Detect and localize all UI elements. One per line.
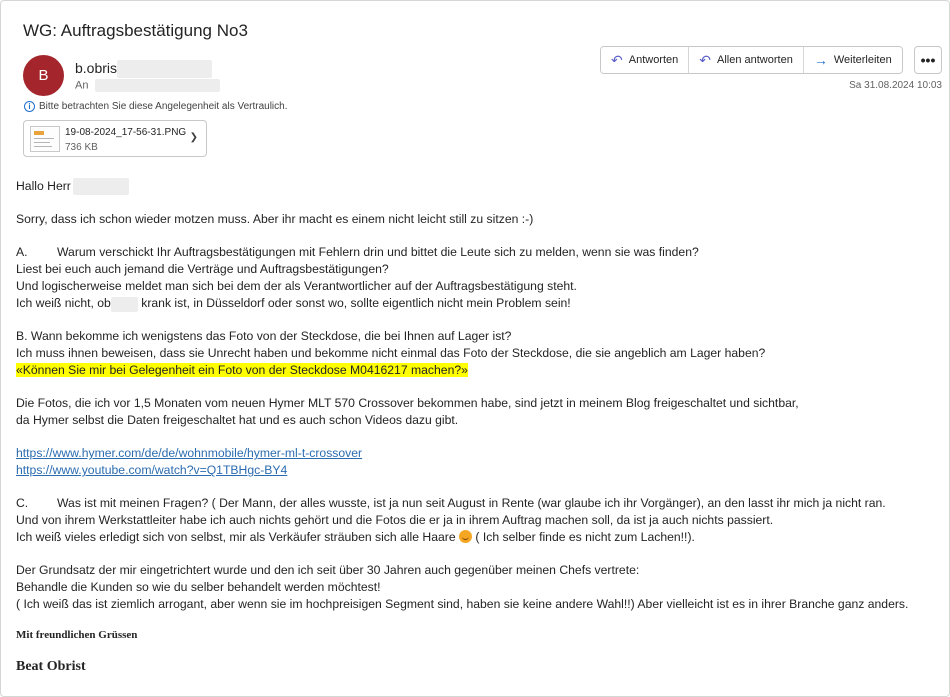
- redacted-person: [111, 297, 138, 312]
- recipient-line[interactable]: [75, 79, 220, 92]
- reply-all-label: Allen antworten: [717, 54, 793, 66]
- redacted-recipient: [95, 79, 220, 92]
- signoff: Mit freundlichen Grüssen: [16, 629, 138, 642]
- redacted-name: [73, 178, 129, 195]
- forward-label: Weiterleiten: [833, 54, 892, 66]
- attachment-card[interactable]: [23, 120, 207, 157]
- reply-all-icon: ↶: [699, 51, 711, 68]
- principle-line2: Behandle die Kunden so wie du selber behandelt werden möchtest!: [16, 580, 381, 595]
- section-a-line1: A. Warum verschickt Ihr Auftragsbestätigungen mit Fehlern drin und bittet die Leute sich zu melden, wenn sie was finden?: [16, 245, 699, 260]
- attachment-size: 736 KB: [65, 142, 98, 153]
- reply-label: Antworten: [628, 54, 679, 66]
- photos-line1: Die Fotos, die ich vor 1,5 Monaten vom neuen Hymer MLT 570 Crossover bekommen habe, sind jetzt in meinem Blog freigeschaltet und sichtbar,: [16, 396, 799, 411]
- confidential-notice: [24, 101, 288, 112]
- sender-name[interactable]: [75, 60, 212, 78]
- info-icon: i: [24, 101, 35, 112]
- chevron-down-icon[interactable]: ❯: [189, 132, 198, 143]
- signature-name: Beat Obrist: [16, 659, 86, 675]
- confidential-notice-text: Bitte betrachten Sie diese Angelegenheit als Vertraulich.: [39, 101, 288, 112]
- to-label: An: [75, 79, 89, 92]
- section-a-line3: Und logischerweise meldet man sich bei dem der als Verantwortlicher auf der Auftragsbestätigung steht.: [16, 279, 577, 294]
- greeting-line: Hallo Herr: [16, 178, 936, 195]
- hymer-link[interactable]: https://www.hymer.com/de/de/wohnmobile/hymer-ml-t-crossover: [16, 446, 363, 461]
- message-actions: [600, 46, 903, 74]
- redacted-sender-address: [117, 60, 212, 78]
- forward-button[interactable]: [804, 47, 902, 73]
- section-c-line2: Und von ihrem Werkstattleiter habe ich auch nichts gehört und die Fotos die er ja in ihrem Auftrag machen soll, da ist ja auch nichts passiert.: [16, 513, 774, 528]
- avatar-initial: B: [38, 67, 49, 84]
- reply-button[interactable]: [601, 47, 689, 73]
- section-c-line3: Ich weiß vieles erledigt sich von selbst, mir als Verkäufer sträuben sich alle Haare ( Ich selber finde es nicht zum Lachen!!).: [16, 530, 695, 545]
- youtube-link[interactable]: https://www.youtube.com/watch?v=Q1TBHgc-BY4: [16, 463, 288, 478]
- principle-line3: ( Ich weiß das ist ziemlich arrogant, aber wenn sie im hochpreisigen Segment sind, haben sie keine andere Wahl!!) Aber vielleicht ist es in ihrer Branche ganz anders.: [16, 597, 909, 612]
- more-icon: •••: [920, 52, 936, 68]
- more-actions-button[interactable]: [914, 46, 942, 74]
- smile-emoji-icon: [459, 530, 472, 543]
- attachment-filename: 19-08-2024_17-56-31.PNG: [65, 127, 187, 138]
- section-a-line2: Liest bei euch auch jemand die Verträge und Auftragsbestätigungen?: [16, 262, 389, 277]
- principle-line1: Der Grundsatz der mir eingetrichtert wurde und den ich seit über 30 Jahren auch gegenüber meinen Chefs vertrete:: [16, 563, 640, 578]
- reply-icon: ↶: [611, 51, 623, 68]
- email-subject: WG: Auftragsbestätigung No3: [23, 21, 248, 40]
- sender-avatar[interactable]: [23, 55, 64, 96]
- email-body: [16, 178, 936, 675]
- section-b-line2: Ich muss ihnen beweisen, dass sie Unrecht haben und bekomme nicht einmal das Foto der Steckdose, die sie angeblich am Lager haben?: [16, 346, 766, 361]
- section-c-line1: C. Was ist mit meinen Fragen? ( Der Mann, der alles wusste, ist ja nun seit August in Rente (war glaube ich ihr Vorgänger), an den lasst ihr mich ja nicht ran.: [16, 496, 886, 511]
- photos-line2: da Hymer selbst die Daten freigeschaltet hat und es auch schon Videos dazu gibt.: [16, 413, 459, 428]
- section-a-line4: Ich weiß nicht, ob krank ist, in Düsseldorf oder sonst wo, sollte eigentlich nicht mein Problem sein!: [16, 296, 571, 311]
- section-b-highlight: «Können Sie mir bei Gelegenheit ein Foto von der Steckdose M0416217 machen?»: [16, 363, 468, 378]
- image-file-icon: [30, 126, 60, 152]
- forward-icon: →: [813, 52, 828, 68]
- sender-name-text: b.obris: [75, 60, 118, 76]
- received-date: Sa 31.08.2024 10:03: [849, 80, 942, 91]
- reply-all-button[interactable]: [689, 47, 804, 73]
- intro-line: Sorry, dass ich schon wieder motzen muss. Aber ihr macht es einem nicht leicht still zu sitzen :-): [16, 212, 534, 227]
- section-b-line1: B. Wann bekomme ich wenigstens das Foto von der Steckdose, die bei Ihnen auf Lager ist?: [16, 329, 512, 344]
